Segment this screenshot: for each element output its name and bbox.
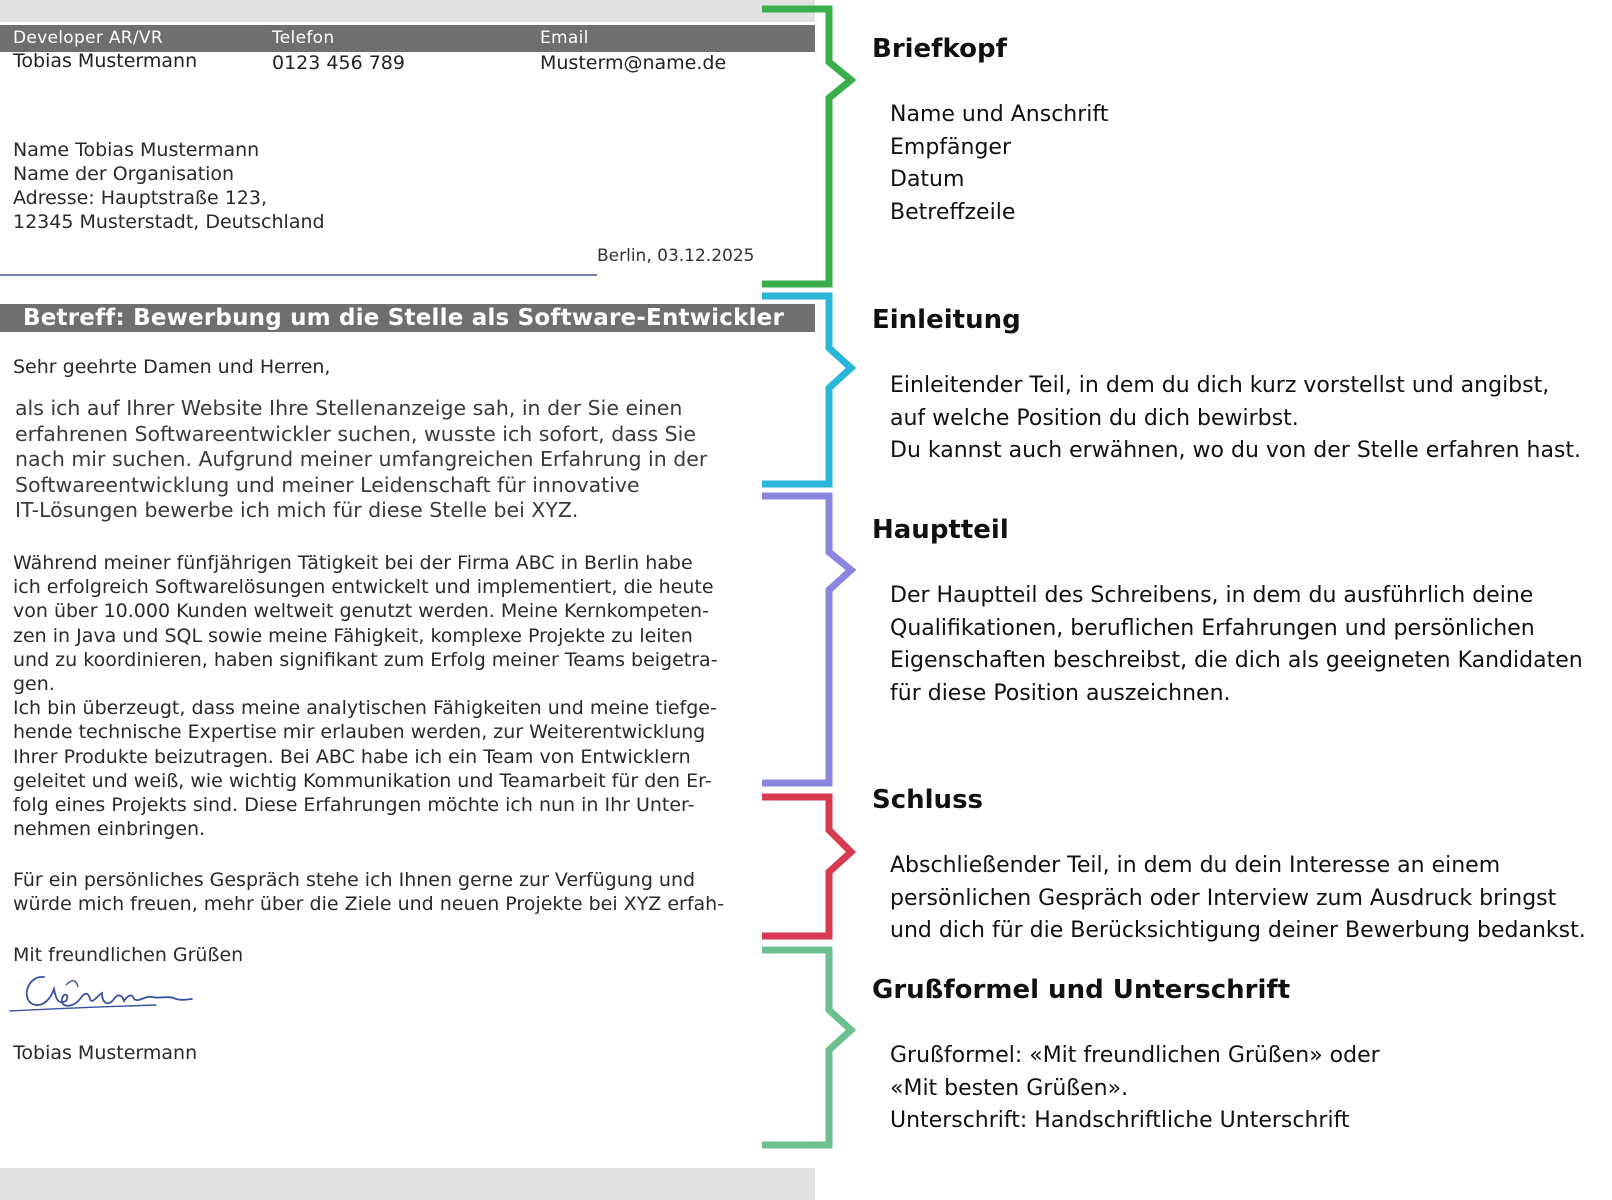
subject-line: Betreff: Bewerbung um die Stelle als Software-Entwickler bbox=[23, 305, 785, 331]
section-title-einleitung: Einleitung bbox=[872, 305, 1021, 335]
section-line: Der Hauptteil des Schreibens, in dem du ausführlich deine bbox=[890, 583, 1534, 608]
section-line: Du kannst auch erwähnen, wo du von der Stelle erfahren hast. bbox=[890, 438, 1582, 463]
section-line: Name und Anschrift bbox=[890, 102, 1109, 127]
closing-line: würde mich freuen, mehr über die Ziele und neuen Projekte bei XYZ erfah- bbox=[13, 893, 725, 916]
role-label: Developer AR/VR bbox=[13, 28, 163, 48]
main-line: folg eines Projekts sind. Diese Erfahrungen möchte ich nun in Ihr Unter- bbox=[13, 794, 695, 817]
main-line: Während meiner fünfjährigen Tätigkeit bei der Firma ABC in Berlin habe bbox=[13, 552, 693, 574]
salutation: Mit freundlichen Grüßen bbox=[13, 944, 244, 966]
intro-line: erfahrenen Softwareentwickler suchen, wusste ich sofort, dass Sie bbox=[15, 421, 696, 446]
recipient-address bbox=[13, 138, 513, 234]
section-title-hauptteil: Hauptteil bbox=[872, 515, 1009, 545]
section-line: Einleitender Teil, in dem du dich kurz vorstellst und angibst, bbox=[890, 373, 1550, 398]
section-line: und dich für die Berücksichtigung deiner Bewerbung bedankst. bbox=[890, 918, 1586, 943]
sender-email: Musterm@name.de bbox=[540, 52, 727, 74]
section-brackets bbox=[760, 0, 860, 1200]
section-line: Datum bbox=[890, 167, 965, 192]
intro-line: IT-Lösungen bewerbe ich mich für diese Stelle bei XYZ. bbox=[15, 498, 579, 522]
sender-phone: 0123 456 789 bbox=[272, 52, 405, 74]
main-line: Ich bin überzeugt, dass meine analytischen Fähigkeiten und meine tiefge- bbox=[13, 697, 717, 720]
section-body-briefkopf bbox=[890, 99, 1108, 229]
closing-line: Für ein persönliches Gespräch stehe ich Ihnen gerne zur Verfügung und bbox=[13, 869, 696, 891]
main-line: von über 10.000 Kunden weltweit genutzt werden. Meine Kernkompeten- bbox=[13, 600, 709, 623]
section-title-schluss: Schluss bbox=[872, 785, 984, 815]
bracket-hauptteil bbox=[762, 496, 851, 783]
section-line: für diese Position auszeichnen. bbox=[890, 680, 1231, 706]
section-line: Qualifikationen, beruflichen Erfahrungen und persönlichen bbox=[890, 615, 1535, 641]
closing-paragraph bbox=[13, 868, 753, 916]
section-line: auf welche Position du dich bewirbst. bbox=[890, 405, 1299, 431]
recipient-line: Adresse: Hauptstraße 123, bbox=[13, 187, 268, 209]
bracket-schluss bbox=[762, 797, 851, 936]
main-line: hende technische Expertise mir erlauben werden, zur Weiterentwicklung bbox=[13, 721, 706, 744]
section-line: Abschließender Teil, in dem du dein Interesse an einem bbox=[890, 853, 1501, 878]
section-line: persönlichen Gespräch oder Interview zum Ausdruck bringst bbox=[890, 885, 1557, 911]
recipient-line: Name Tobias Mustermann bbox=[13, 139, 260, 161]
main-line: Ihrer Produkte beizutragen. Bei ABC habe ich ein Team von Entwicklern bbox=[13, 745, 691, 768]
section-line: Empfänger bbox=[890, 134, 1012, 160]
signature-name: Tobias Mustermann bbox=[13, 1042, 198, 1064]
main-line: und zu koordinieren, haben signifikant zum Erfolg meiner Teams beigetra- bbox=[13, 648, 718, 671]
bracket-grussformel bbox=[762, 950, 851, 1145]
section-title-grussformel: Grußformel und Unterschrift bbox=[872, 975, 1291, 1005]
section-line: Eigenschaften beschreibst, die dich als geeigneten Kandidaten bbox=[890, 648, 1583, 673]
greeting: Sehr geehrte Damen und Herren, bbox=[13, 356, 331, 378]
main-line: ich erfolgreich Softwarelösungen entwickelt und implementiert, die heute bbox=[13, 576, 714, 599]
main-line: nehmen einbringen. bbox=[13, 818, 206, 841]
section-title-briefkopf: Briefkopf bbox=[872, 34, 1007, 64]
intro-line: Softwareentwicklung und meiner Leidenschaft für innovative bbox=[15, 472, 640, 497]
section-line: Grußformel: «Mit freundlichen Grüßen» oder bbox=[890, 1043, 1380, 1068]
bracket-einleitung bbox=[762, 296, 851, 484]
section-line: Betreffzeile bbox=[890, 199, 1016, 225]
intro-paragraph bbox=[15, 396, 755, 524]
recipient-line: 12345 Musterstadt, Deutschland bbox=[13, 211, 325, 233]
intro-line: als ich auf Ihrer Website Ihre Stellenanzeige sah, in der Sie einen bbox=[15, 396, 683, 420]
email-label: Email bbox=[540, 28, 589, 48]
section-line: «Mit besten Grüßen». bbox=[890, 1075, 1129, 1101]
intro-line: nach mir suchen. Aufgrund meiner umfangreichen Erfahrung in der bbox=[15, 447, 708, 471]
recipient-line: Name der Organisation bbox=[13, 163, 235, 185]
page-top-margin bbox=[0, 0, 815, 22]
main-line: zen in Java und SQL sowie meine Fähigkeit, komplexe Projekte zu leiten bbox=[13, 624, 693, 647]
sender-name: Tobias Mustermann bbox=[13, 50, 198, 72]
section-body-einleitung bbox=[890, 370, 1581, 468]
section-body-schluss bbox=[890, 850, 1586, 948]
section-body-grussformel bbox=[890, 1040, 1380, 1138]
section-body-hauptteil bbox=[890, 580, 1583, 710]
signature-image bbox=[6, 965, 196, 1025]
phone-label: Telefon bbox=[272, 28, 335, 48]
main-paragraph bbox=[13, 551, 753, 841]
bracket-briefkopf bbox=[762, 9, 851, 284]
main-line: geleitet und weiß, wie wichtig Kommunikation und Teamarbeit für den Er- bbox=[13, 769, 712, 792]
main-line: gen. bbox=[13, 673, 55, 696]
letter-date: Berlin, 03.12.2025 bbox=[597, 246, 755, 266]
page-bottom-margin bbox=[0, 1168, 815, 1200]
header-divider bbox=[0, 274, 597, 276]
section-line: Unterschrift: Handschriftliche Unterschrift bbox=[890, 1108, 1350, 1133]
